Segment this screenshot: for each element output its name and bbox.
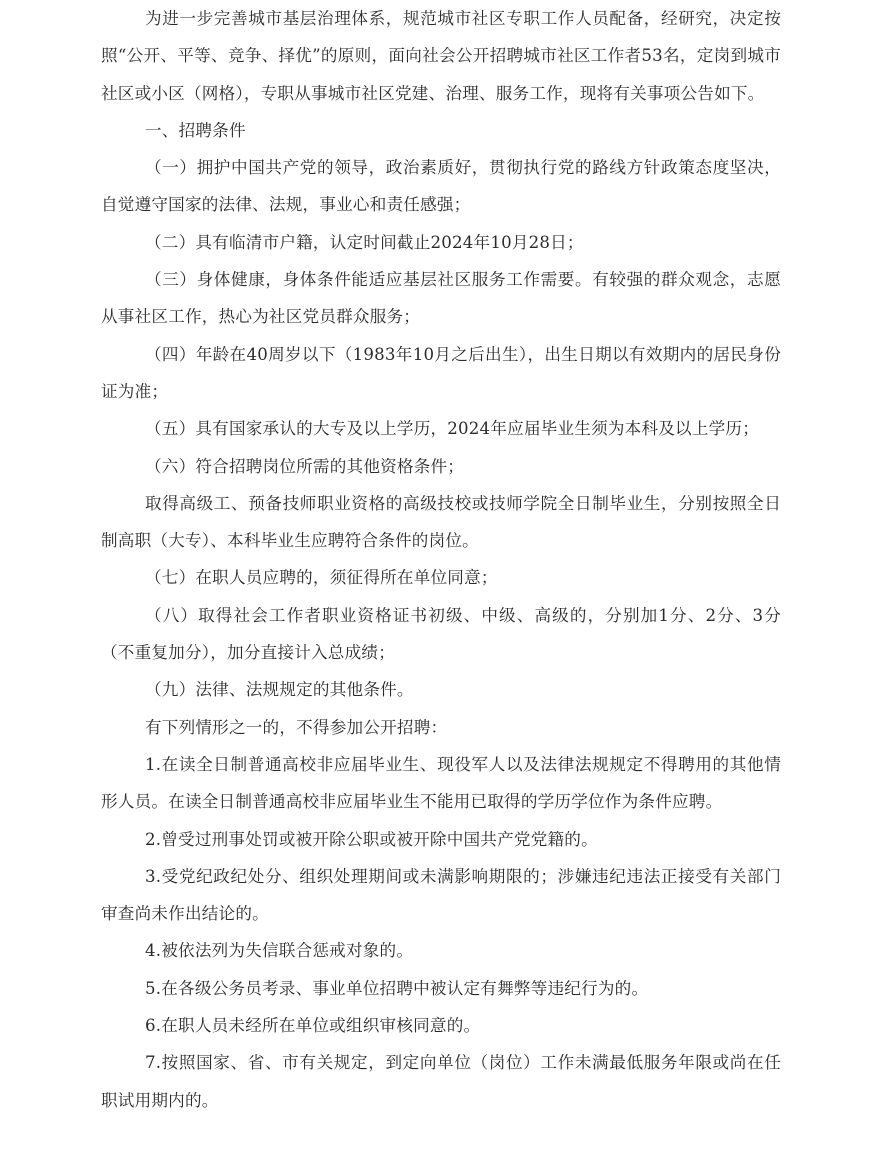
condition-4: （四）年龄在40周岁以下（1983年10月之后出生），出生日期以有效期内的居民身份证为准； <box>101 344 781 401</box>
exclusion-item-7: 7.按照国家、省、市有关规定，到定向单位（岗位）工作未满最低服务年限或尚在任职试用期内的。 <box>101 1053 781 1110</box>
condition-6: （六）符合招聘岗位所需的其他资格条件； <box>145 456 465 476</box>
condition-9: （九）法律、法规规定的其他条件。 <box>145 680 414 700</box>
exclusion-item-4: 4.被依法列为失信联合惩戒对象的。 <box>145 941 414 961</box>
exclusion-item-2: 2.曾受过刑事处罚或被开除公职或被开除中国共产党党籍的。 <box>145 829 598 849</box>
exclusion-item-6: 6.在职人员未经所在单位或组织审核同意的。 <box>145 1016 481 1036</box>
exclusion-item-1: 1.在读全日制普通高校非应届毕业生、现役军人以及法律法规规定不得聘用的其他情形人员。在读全日制普通高校非应届毕业生不能用已取得的学历学位作为条件应聘。 <box>101 754 781 812</box>
exclusion-item-5: 5.在各级公务员考录、事业单位招聘中被认定有舞弊等违纪行为的。 <box>145 978 649 998</box>
announcement-document <box>101 0 781 1119</box>
condition-1: （一）拥护中国共产党的领导，政治素质好，贯彻执行党的路线方针政策态度坚决，自觉遵守国家的法律、法规，事业心和责任感强； <box>101 158 781 215</box>
exclusion-heading: 有下列情形之一的，不得参加公开招聘： <box>145 717 448 737</box>
condition-6-note: 取得高级工、预备技师职业资格的高级技校或技师学院全日制毕业生，分别按照全日制高职（大专）、本科毕业生应聘符合条件的岗位。 <box>101 493 781 551</box>
condition-8: （八）取得社会工作者职业资格证书初级、中级、高级的，分别加1分、2分、3分（不重复加分），加分直接计入总成绩； <box>101 605 781 663</box>
section-heading-recruitment-conditions: 一、招聘条件 <box>145 120 246 140</box>
exclusion-item-3: 3.受党纪政纪处分、组织处理期间或未满影响期限的；涉嫌违纪违法正接受有关部门审查尚未作出结论的。 <box>101 866 781 924</box>
intro-paragraph: 为进一步完善城市基层治理体系，规范城市社区专职工作人员配备，经研究，决定按照“公开、平等、竞争、择优”的原则，面向社会公开招聘城市社区工作者53名，定岗到城市社区或小区（网格），专职从事城市社区党建、治理、服务工作，现将有关事项公告如下。 <box>101 9 781 103</box>
condition-5: （五）具有国家承认的大专及以上学历，2024年应届毕业生须为本科及以上学历； <box>145 419 760 439</box>
condition-3: （三）身体健康，身体条件能适应基层社区服务工作需要。有较强的群众观念，志愿从事社区工作，热心为社区党员群众服务； <box>101 270 781 327</box>
condition-2: （二）具有临清市户籍，认定时间截止2024年10月28日； <box>145 232 584 252</box>
condition-7: （七）在职人员应聘的，须征得所在单位同意； <box>145 568 498 588</box>
